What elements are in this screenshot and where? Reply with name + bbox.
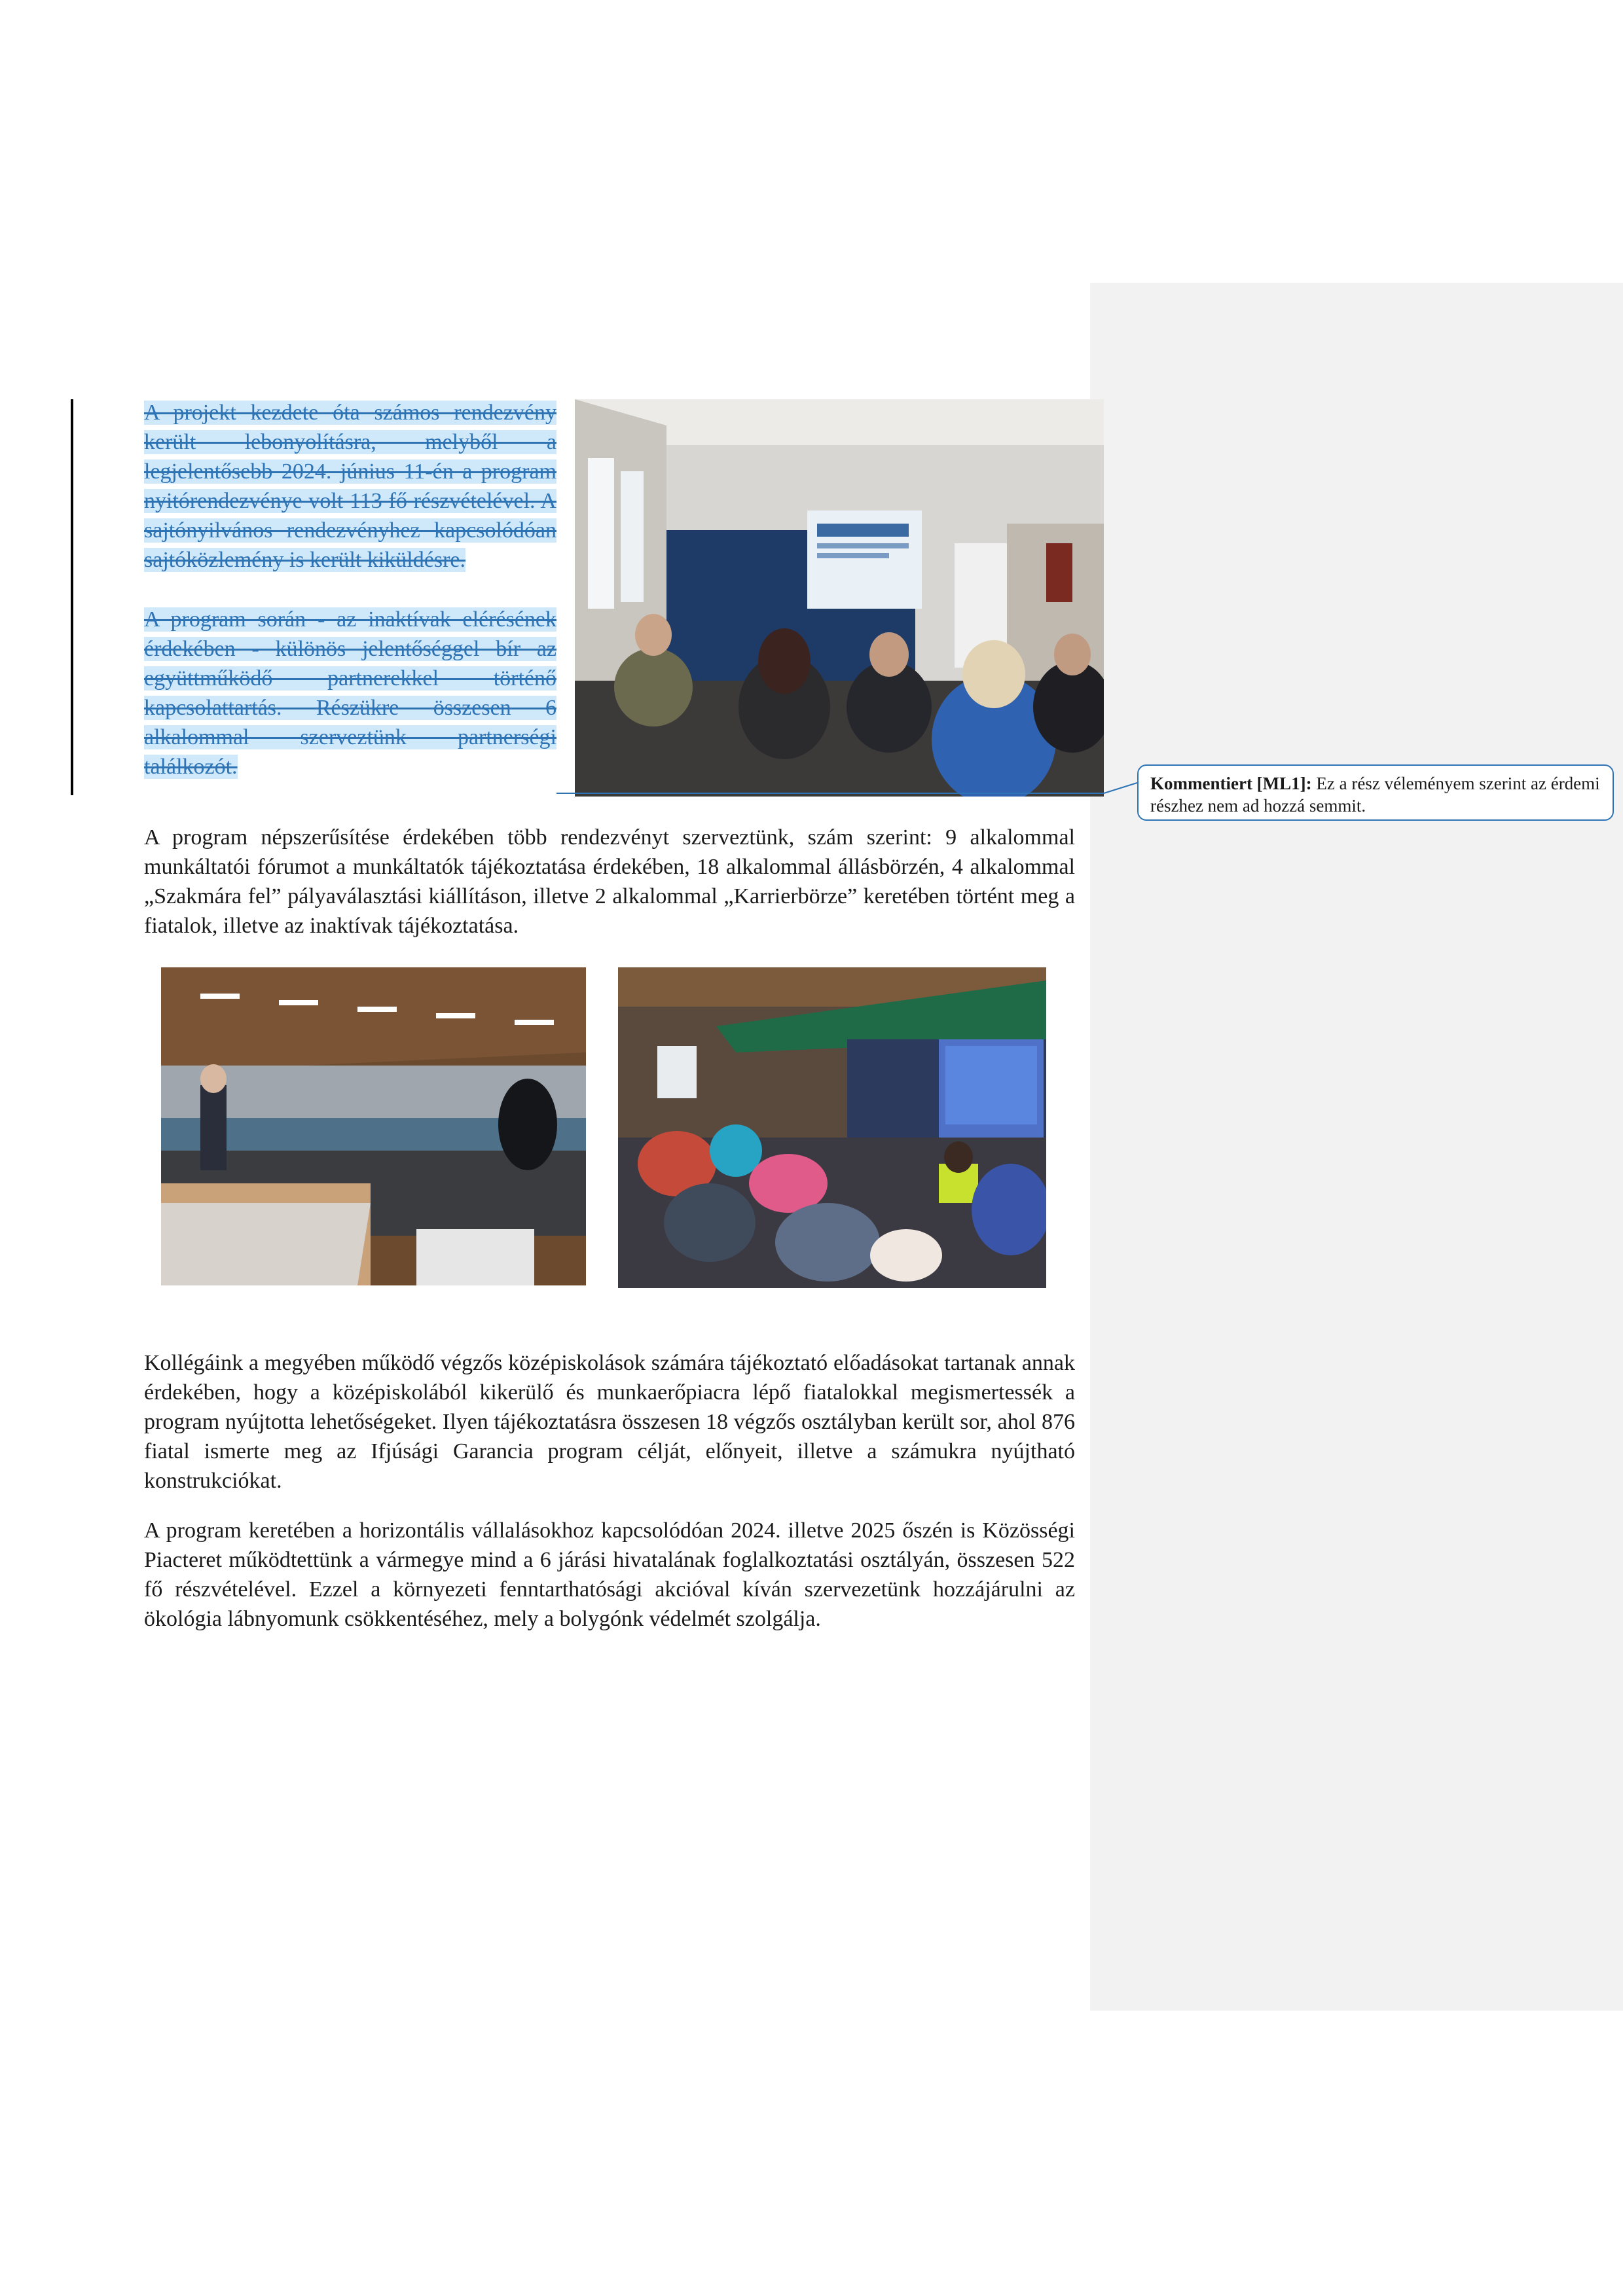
body-paragraph-2: Kollégáink a megyében működő végzős középiskolások számára tájékoztató előadásokat tartanak annak érdekében, hogy a középiskolából kikerülő és munkaerőpiacra lépő fiatalokkal megismertessék a program nyújtotta lehetőségeket. Ilyen tájékoztatásra összesen 18 végzős osztályban került sor, ahol 876 fiatal ismerte meg az Ifjúsági Garancia program célját, előnyeit, illetve a számukra nyújtható konstrukciókat.: [144, 1351, 1075, 1493]
comment-pane: [1090, 283, 1623, 2011]
body-paragraph-3: A program keretében a horizontális vállalásokhoz kapcsolódóan 2024. illetve 2025 őszén is Közösségi Piacteret működtettünk a vármegye mind a 6 járási hivatalának foglalkoztatási osztályán, összesen 522 fő részvételével. Ezzel a környezeti fenntarthatósági akcióval kíván szervezetünk hozzájárulni az ökológia lábnyomunk csökkentéséhez, mely a bolygónk védelmét szolgálja.: [144, 1518, 1075, 1631]
conference-photo: [575, 399, 1104, 797]
deleted-text-block[interactable]: [144, 398, 556, 812]
youth-tent-photo: [618, 967, 1046, 1288]
comment-author: Kommentiert [ML1]:: [1150, 774, 1312, 793]
deleted-paragraph-2: A program során - az inaktívak elérésének érdekében - különös jelentőséggel bír az együttműködő partnerekkel történő kapcsolattartás. Részükre összesen 6 alkalommal szerveztünk partnerségi találkozót.: [144, 607, 556, 779]
change-bar: [71, 399, 73, 795]
deleted-paragraph-1: A projekt kezdete óta számos rendezvény került lebonyolításra, melyből a legjelentősebb 2024. június 11-én a program nyitórendezvénye volt 113 fő részvételével. A sajtónyilvános rendezvényhez kapcsolódóan sajtóközlemény is került kiküldésre.: [144, 401, 556, 572]
hall-event-photo: [161, 967, 586, 1285]
comment-text: Ez a rész véleményem szerint az érdemi részhez nem ad hozzá semmit.: [1150, 774, 1600, 816]
comment-balloon[interactable]: [1137, 764, 1614, 821]
body-paragraph-1: A program népszerűsítése érdekében több rendezvényt szerveztünk, szám szerint: 9 alkalommal munkáltatói fórumot a munkáltatók tájékoztatása érdekében, 18 alkalommal állásbörzén, 4 alkalommal „Szakmára fel” pályaválasztási kiállításon, illetve 2 alkalommal „Karrierbörze” keretében történt meg a fiatalok, illetve az inaktívak tájékoztatása.: [144, 825, 1075, 938]
